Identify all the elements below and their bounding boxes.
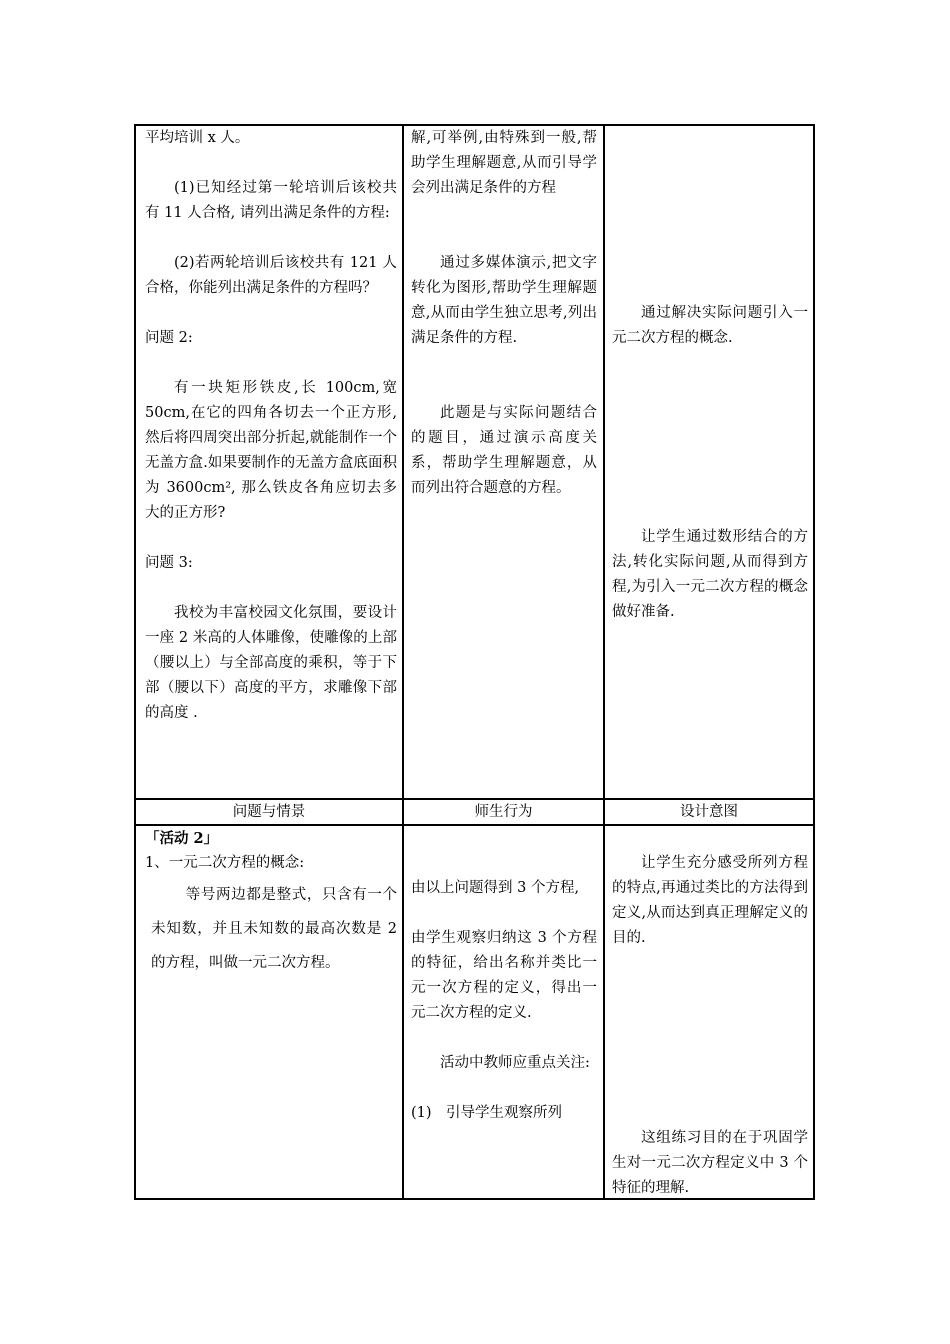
question-1-2: (2)若两轮培训后该校共有 121 人合格，你能列出满足条件的方程吗？ bbox=[145, 255, 397, 296]
design-intent-4: 这组练习目的在于巩固学生对一元二次方程定义中 3 个特征的理解. bbox=[612, 1130, 808, 1196]
text-line: 平均培训 x 人。 bbox=[145, 130, 250, 146]
design-intent-3: 让学生充分感受所列方程的特点,再通过类比的方法得到定义,从而达到真正理解定义的目的. bbox=[612, 855, 808, 946]
row1-col2 bbox=[411, 126, 597, 501]
row2-col3-b bbox=[612, 1126, 808, 1201]
question-3-heading: 问题 3: bbox=[145, 555, 193, 571]
concept-title: 1、一元二次方程的概念: bbox=[145, 855, 305, 871]
design-intent-2: 让学生通过数形结合的方法,转化实际问题,从而得到方程,为引入一元二次方程的概念做好准备. bbox=[612, 529, 808, 620]
row2-col2 bbox=[411, 876, 597, 1126]
column-divider bbox=[402, 124, 404, 1200]
teacher-action-2: 通过多媒体演示,把文字转化为图形,帮助学生理解题意,从而由学生独立思考,列出满足条件的方程. bbox=[411, 255, 597, 346]
question-3-text: 我校为丰富校园文化氛围，要设计一座 2 米高的人体雕像，使雕像的上部（腰以上）与全部高度的乘积，等于下部（腰以下）高度的平方，求雕像下部的高度 . bbox=[145, 605, 397, 721]
teacher-action-5: 由学生观察归纳这 3 个方程的特征，给出名称并类比一元一次方程的定义，得出一元二次方程的定义. bbox=[411, 930, 597, 1021]
row2-col3 bbox=[612, 851, 808, 951]
row1-col3-b bbox=[612, 525, 808, 625]
row2-col1 bbox=[145, 826, 397, 980]
header-teacher-student: 师生行为 bbox=[474, 804, 533, 820]
row1-col1 bbox=[145, 126, 397, 726]
header-design-intent: 设计意图 bbox=[680, 804, 738, 820]
design-intent-1: 通过解决实际问题引入一元二次方程的概念. bbox=[612, 305, 808, 346]
question-1-1: (1)已知经过第一轮培训后该校共有 11 人合格, 请列出满足条件的方程: bbox=[145, 180, 397, 221]
header-problem: 问题与情景 bbox=[232, 804, 306, 820]
teacher-action-3: 此题是与实际问题结合的题目，通过演示高度关系，帮助学生理解题意，从而列出符合题意的方程。 bbox=[411, 405, 597, 496]
teacher-action-7: (1) 引导学生观察所列 bbox=[411, 1105, 563, 1121]
activity-label: 「活动 2」 bbox=[145, 830, 219, 847]
column-divider bbox=[603, 124, 605, 1200]
concept-definition: 等号两边都是整式，只含有一个未知数，并且未知数的最高次数是 2 的方程，叫做一元二次方程。 bbox=[151, 887, 397, 971]
teacher-action-1: 解,可举例,由特殊到一般,帮助学生理解题意,从而引导学会列出满足条件的方程 bbox=[411, 130, 597, 196]
question-2-text: 有一块矩形铁皮,长 100cm,宽 50cm,在它的四角各切去一个正方形,然后将四周突出部分折起,就能制作一个无盖方盒.如果要制作的无盖方盒底面积为 3600cm², 那么铁皮各角应切去多大的正方形? bbox=[145, 380, 397, 521]
question-2-heading: 问题 2: bbox=[145, 330, 193, 346]
row1-col3 bbox=[612, 301, 808, 351]
teacher-action-6: 活动中教师应重点关注: bbox=[440, 1055, 590, 1071]
teacher-action-4: 由以上问题得到 3 个方程, bbox=[411, 880, 580, 896]
